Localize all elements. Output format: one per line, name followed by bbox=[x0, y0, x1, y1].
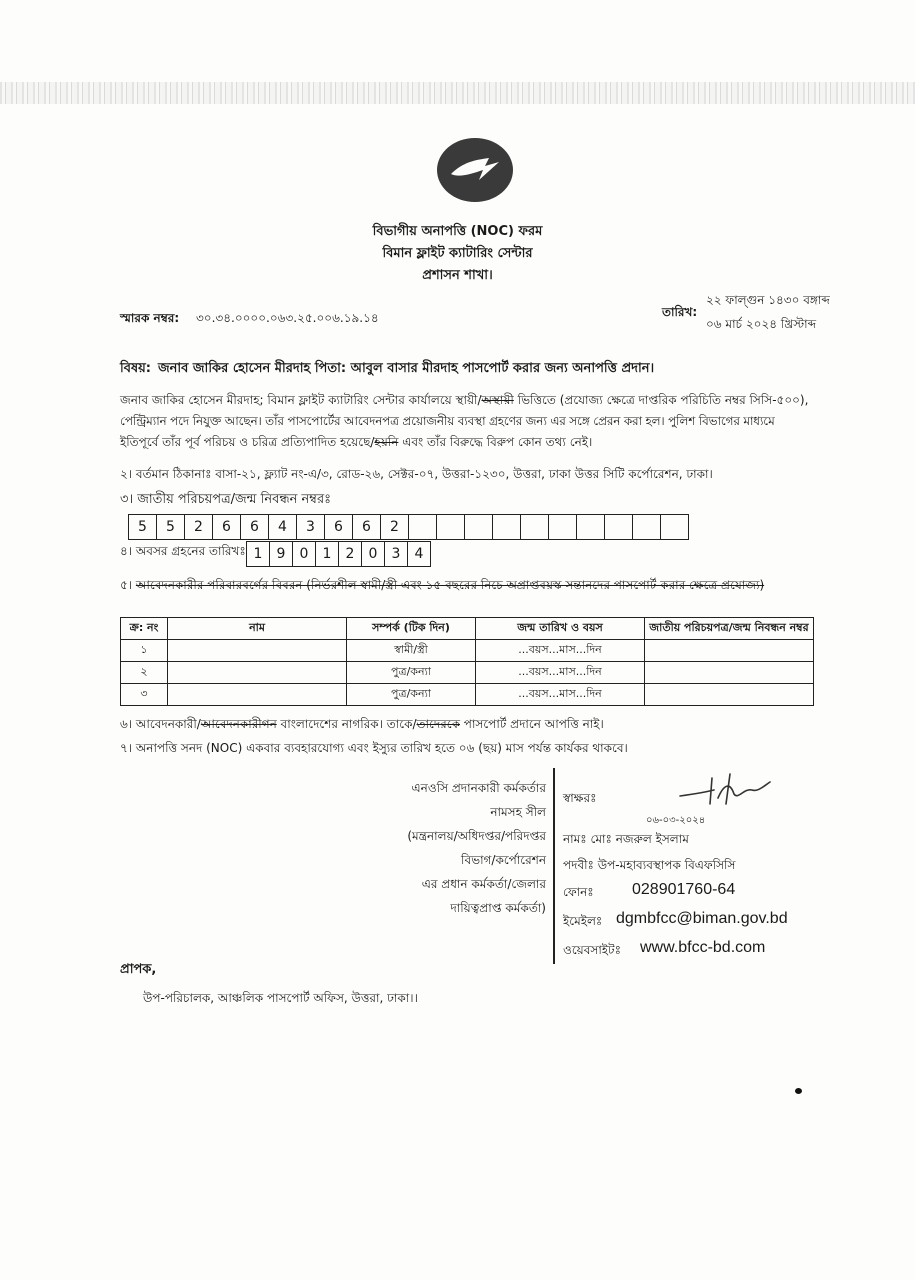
officer-label-1: এনওসি প্রদানকারী কর্মকর্তার bbox=[411, 781, 546, 795]
row-serial: ২ bbox=[121, 662, 168, 684]
row-dob: ...বয়স...মাস...দিন bbox=[476, 662, 645, 684]
memo-label: স্মারক নম্বর: bbox=[120, 311, 180, 325]
row-serial: ১ bbox=[121, 640, 168, 662]
row-relation: স্বামী/স্ত্রী bbox=[347, 640, 476, 662]
retire-digit: 0 bbox=[293, 542, 316, 567]
retire-digit: 4 bbox=[408, 542, 431, 567]
email-address: dgmbfcc@biman.gov.bd bbox=[616, 910, 788, 927]
row-name bbox=[168, 684, 347, 706]
retire-digit: 1 bbox=[316, 542, 339, 567]
body-para1-line3 bbox=[120, 434, 820, 454]
table-row bbox=[121, 684, 814, 706]
officer-label-6: দায়িত্বপ্রাপ্ত কর্মকর্তা) bbox=[450, 901, 546, 915]
nid-digit: 3 bbox=[297, 515, 325, 540]
item5-strike-text: আবেদনকারীর পরিবারবর্গের বিবরন (নির্ভরশীল স্বামী/স্ত্রী এবং ১৫ বছরের নিচে অপ্রাপ্তবয়স্ক সন্তানদের পাসপোর্ট করার ক্ষেত্রে প্রযোজ্য) bbox=[135, 578, 765, 592]
body-para1-line1 bbox=[120, 392, 820, 412]
nid-digit: 5 bbox=[129, 515, 157, 540]
item6-b: বাংলাদেশের নাগরিক। তাকে/ bbox=[276, 717, 417, 731]
nid-digit bbox=[633, 515, 661, 540]
row-dob: ...বয়স...মাস...দিন bbox=[476, 640, 645, 662]
table-row bbox=[121, 640, 814, 662]
row-nid bbox=[645, 684, 814, 706]
signature-label: স্বাক্ষরঃ bbox=[563, 791, 597, 805]
biman-logo bbox=[437, 138, 513, 202]
para1-line3-a: ইতিপূর্বে তাঁর পূর্ব পরিচয় ও চরিত্র প্রত্যিপাদিত হয়েছে/ bbox=[120, 435, 375, 449]
date-label: তারিখ: bbox=[662, 305, 698, 319]
officer-label-3: (মন্ত্রনালয়/অধিদপ্তর/পরিদপ্তর bbox=[407, 829, 546, 843]
nid-digit bbox=[521, 515, 549, 540]
para1-line1-a: জনাব জাকির হোসেন মীরদাহ; বিমান ফ্লাইট ক্যাটারিং সেন্টার কার্যালয়ে স্থায়ী/ bbox=[120, 393, 482, 407]
item5-prefix: ৫। bbox=[120, 578, 136, 592]
para1-strike-not: হয়নি bbox=[374, 435, 399, 449]
phone-label: ফোনঃ bbox=[563, 885, 594, 899]
nid-digit bbox=[577, 515, 605, 540]
nid-digit: 6 bbox=[241, 515, 269, 540]
scan-speck bbox=[795, 1088, 802, 1094]
retire-digit: 1 bbox=[247, 542, 270, 567]
officer-label-4: বিভাগ/কর্পোরেশন bbox=[461, 853, 546, 867]
row-dob: ...বয়স...মাস...দিন bbox=[476, 684, 645, 706]
officer-label-2: নামসহ সীল bbox=[490, 805, 546, 819]
officer-name: নামঃ মোঃ নজরুল ইসলাম bbox=[563, 832, 689, 846]
row-serial: ৩ bbox=[121, 684, 168, 706]
signature-date: ০৬-০৩-২০২৪ bbox=[646, 815, 706, 826]
subject-text: জনাব জাকির হোসেন মীরদাহ পিতা: আবুল বাসার মীরদাহ পাসপোর্ট করার জন্য অনাপত্তি প্রদান। bbox=[158, 361, 655, 376]
row-relation: পুত্র/কন্যা bbox=[347, 662, 476, 684]
row-relation: পুত্র/কন্যা bbox=[347, 684, 476, 706]
nid-digit bbox=[437, 515, 465, 540]
department-name: প্রশাসন শাখা। bbox=[422, 268, 493, 283]
form-title: বিভাগীয় অনাপত্তি (NOC) ফরম bbox=[372, 224, 543, 239]
recipient-text: উপ-পরিচালক, আঞ্চলিক পাসপোর্ট অফিস, উত্তরা, ঢাকা।। bbox=[143, 991, 418, 1005]
nid-digit: 5 bbox=[157, 515, 185, 540]
nid-digit: 6 bbox=[353, 515, 381, 540]
retire-digit: 0 bbox=[362, 542, 385, 567]
item6-strike-2: তাদেরকে bbox=[416, 717, 460, 731]
memo-number: ৩০.৩৪.০০০০.০৬৩.২৫.০০৬.১৯.১৪ bbox=[196, 311, 379, 325]
signature-divider bbox=[553, 768, 555, 964]
row-nid bbox=[645, 662, 814, 684]
phone-number: 028901760-64 bbox=[632, 881, 736, 898]
scan-noise-strip bbox=[0, 82, 915, 104]
officer-designation: পদবীঃ উপ-মহাব্যবস্থাপক বিএফসিসি bbox=[563, 858, 736, 872]
date-english: ০৬ মার্চ ২০২৪ খ্রিস্টাব্দ bbox=[706, 317, 817, 331]
nid-digit: 6 bbox=[213, 515, 241, 540]
nid-digit: 4 bbox=[269, 515, 297, 540]
retire-digit: 9 bbox=[270, 542, 293, 567]
para1-strike-temporary: অস্থায়ী bbox=[481, 393, 514, 407]
col-nid: জাতীয় পরিচয়পত্র/জন্ম নিবন্ধন নম্বর bbox=[645, 618, 814, 640]
nid-label: ৩। জাতীয় পরিচয়পত্র/জন্ম নিবন্ধন নম্বরঃ bbox=[120, 492, 332, 507]
col-dob: জন্ম তারিখ ও বয়স bbox=[476, 618, 645, 640]
retire-digit: 3 bbox=[385, 542, 408, 567]
table-row bbox=[121, 662, 814, 684]
item6-strike-1: আবেদনকারীগন bbox=[200, 717, 277, 731]
recipient-label: প্রাপক, bbox=[120, 962, 157, 977]
nid-digit: 2 bbox=[185, 515, 213, 540]
nid-digit bbox=[409, 515, 437, 540]
para1-line1-b: ভিত্তিতে (প্রযোজ্য ক্ষেত্রে দাপ্তরিক পরিচিতি নম্বর সিসি-৫০০), bbox=[513, 393, 809, 407]
row-name bbox=[168, 662, 347, 684]
col-name: নাম bbox=[168, 618, 347, 640]
row-nid bbox=[645, 640, 814, 662]
website-label: ওয়েবসাইটঃ bbox=[563, 943, 621, 957]
retirement-label: ৪। অবসর গ্রহনের তারিখঃ bbox=[120, 544, 246, 558]
para1-line3-b: এবং তাঁর বিরুদ্ধে বিরুপ কোন তথ্য নেই। bbox=[398, 435, 593, 449]
website-url: www.bfcc-bd.com bbox=[640, 939, 766, 956]
nid-digit-boxes bbox=[128, 514, 689, 540]
retirement-date-boxes bbox=[246, 541, 431, 567]
org-name: বিমান ফ্লাইট ক্যাটারিং সেন্টার bbox=[382, 246, 533, 261]
family-heading bbox=[120, 577, 820, 597]
item6-a: ৬। আবেদনকারী/ bbox=[120, 717, 201, 731]
nid-digit bbox=[605, 515, 633, 540]
citizenship-line bbox=[120, 716, 820, 736]
family-table bbox=[120, 617, 814, 706]
logo-mark-icon bbox=[445, 148, 505, 192]
row-name bbox=[168, 640, 347, 662]
subject-label: বিষয়: bbox=[120, 361, 151, 376]
nid-digit: 2 bbox=[381, 515, 409, 540]
officer-label-5: এর প্রধান কর্মকর্তা/জেলার bbox=[421, 877, 546, 891]
nid-digit bbox=[661, 515, 689, 540]
col-serial: ক্র: নং bbox=[121, 618, 168, 640]
nid-digit bbox=[465, 515, 493, 540]
date-bangla: ২২ ফাল্গুন ১৪৩০ বঙ্গাব্দ bbox=[706, 293, 830, 307]
address-line: ২। বর্তমান ঠিকানাঃ বাসা-২১, ফ্ল্যাট নং-এ/৩, রোড-২৬, সেক্টর-০৭, উত্তরা-১২৩০, উত্তরা, ঢাকা উত্তর সিটি কর্পোরেশন, ঢাকা। bbox=[120, 467, 713, 481]
nid-digit bbox=[549, 515, 577, 540]
item6-c: পাসপোর্ট প্রদানে আপত্তি নাই। bbox=[459, 717, 604, 731]
nid-digit: 6 bbox=[325, 515, 353, 540]
nid-digit bbox=[493, 515, 521, 540]
body-para1-line2: পেন্ট্রিম্যান পদে নিযুক্ত আছেন। তাঁর পাসপোর্টের আবেদনপত্র প্রয়োজনীয় ব্যবস্থা গ্রহণের জন্য এর সঙ্গে প্রেরন করা হল। পুলিশ বিভাগের মাধ্যমে bbox=[120, 414, 775, 428]
email-label: ইমেইলঃ bbox=[563, 914, 603, 928]
retire-digit: 2 bbox=[339, 542, 362, 567]
handwritten-signature bbox=[660, 770, 780, 810]
col-relation: সম্পর্ক (টিক দিন) bbox=[347, 618, 476, 640]
family-table-header bbox=[121, 618, 814, 640]
validity-line: ৭। অনাপত্তি সনদ (NOC) একবার ব্যবহারযোগ্য এবং ইস্যুর তারিখ হতে ০৬ (ছয়) মাস পর্যন্ত কার্যকর থাকবে। bbox=[120, 741, 628, 755]
